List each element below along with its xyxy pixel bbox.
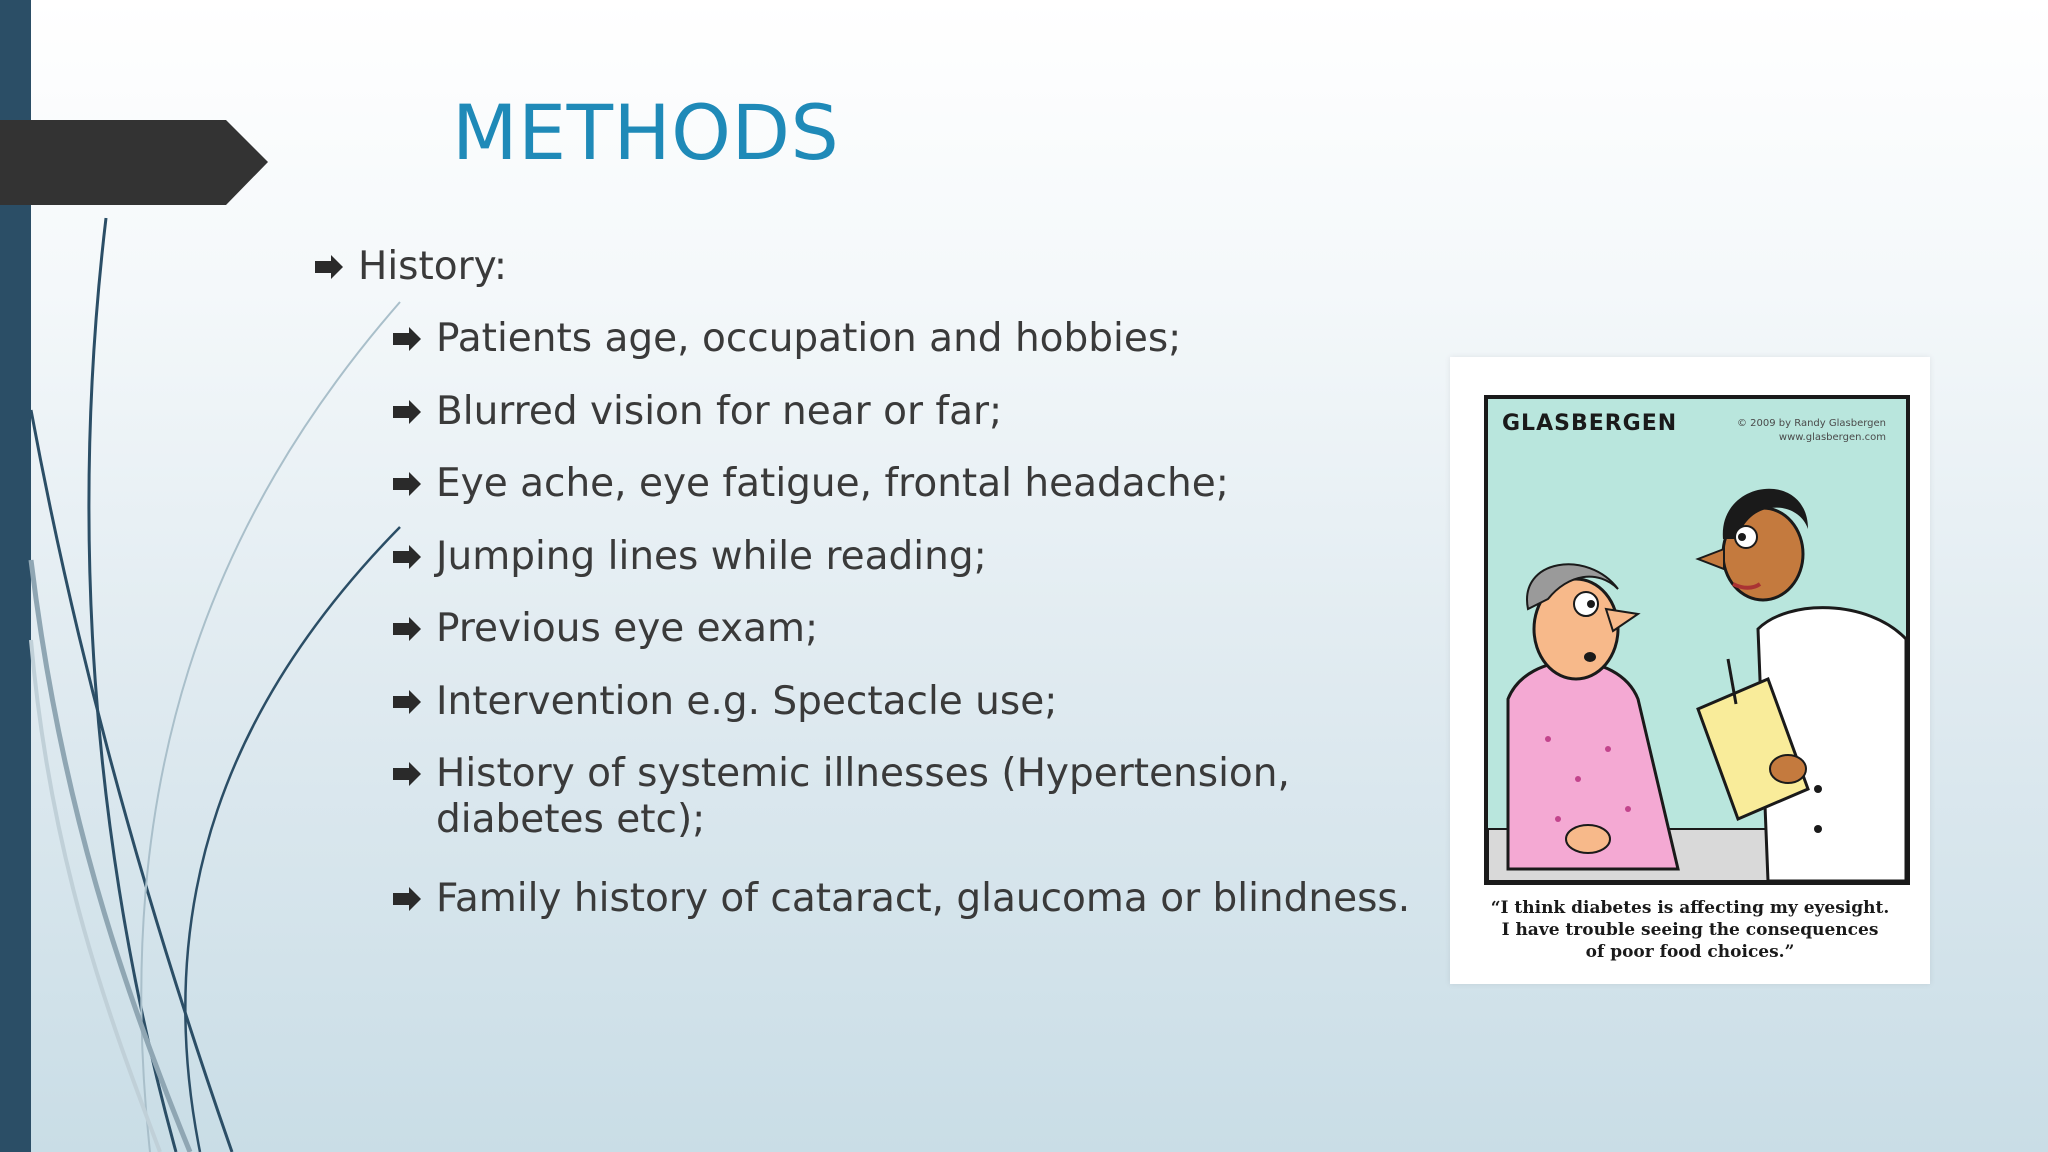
right-arrow-icon	[314, 255, 344, 279]
bullet-systemic-illnesses	[392, 751, 1290, 843]
right-arrow-icon	[392, 762, 422, 786]
right-arrow-icon	[392, 690, 422, 714]
bullet-text	[436, 751, 1290, 843]
bullet-text-line: diabetes etc);	[436, 797, 706, 842]
bullet-history	[314, 244, 507, 290]
title-tab-shape	[0, 120, 268, 205]
caption-line: I have trouble seeing the consequences	[1501, 920, 1879, 940]
bullet-family-history	[392, 876, 1410, 922]
bullet-text: Patients age, occupation and hobbies;	[436, 316, 1182, 361]
copyright-line: © 2009 by Randy Glasbergen	[1736, 418, 1886, 429]
right-arrow-icon	[392, 617, 422, 641]
bullet-text: Jumping lines while reading;	[436, 534, 987, 579]
cartoon-copyright	[1737, 417, 1886, 445]
cartoon-caption	[1460, 897, 1920, 963]
bullet-patients-age	[392, 316, 1181, 362]
right-arrow-icon	[392, 545, 422, 569]
bullet-text: Intervention e.g. Spectacle use;	[436, 679, 1058, 724]
bullet-text-line: History of systemic illnesses (Hypertension,	[436, 751, 1290, 796]
copyright-url: www.glasbergen.com	[1778, 432, 1886, 443]
cartoon-brand: GLASBERGEN	[1502, 411, 1678, 436]
right-arrow-icon	[392, 327, 422, 351]
bullet-blurred-vision	[392, 389, 1002, 435]
cartoon-panel	[1484, 395, 1910, 885]
bullet-text: History:	[358, 244, 508, 289]
cartoon-image	[1450, 357, 1930, 984]
caption-line: “I think diabetes is affecting my eyesight.	[1490, 898, 1890, 918]
caption-line: of poor food choices.”	[1585, 942, 1795, 962]
cartoon-illustration	[1488, 399, 1906, 881]
bullet-previous-exam	[392, 606, 818, 652]
bullet-text: Blurred vision for near or far;	[436, 389, 1003, 434]
bullet-text: Eye ache, eye fatigue, frontal headache;	[436, 461, 1229, 506]
right-arrow-icon	[392, 887, 422, 911]
bullet-eye-ache	[392, 461, 1229, 507]
bullet-text: Previous eye exam;	[436, 606, 819, 651]
bullet-jumping-lines	[392, 534, 987, 580]
right-arrow-icon	[392, 400, 422, 424]
right-arrow-icon	[392, 472, 422, 496]
bullet-text: Family history of cataract, glaucoma or blindness.	[436, 876, 1411, 921]
bullet-intervention	[392, 679, 1057, 725]
slide-title: METHODS	[452, 88, 840, 177]
